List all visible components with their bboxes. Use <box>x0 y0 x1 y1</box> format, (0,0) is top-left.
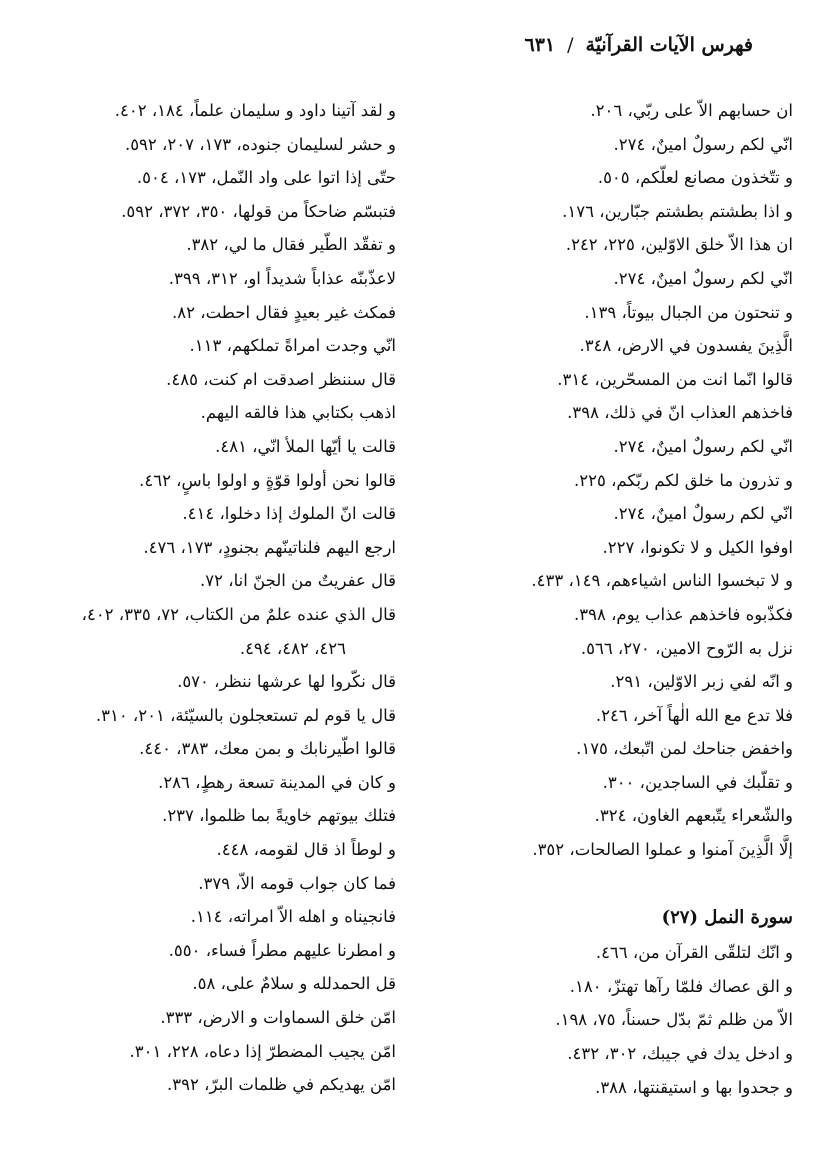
verse-entry: و جحدوا بها و استيقنتها، ٣٨٨. <box>595 1077 793 1097</box>
verse-entry: قالوا نحن أولوا قوّةٍ و اولوا باسٍ، ٤٦٢. <box>139 470 396 490</box>
verse-entry: انّي لكم رسولٌ امينٌ، ٢٧٤. <box>613 134 793 154</box>
verse-entry: و انّك لتلقّى القرآن من، ٤٦٦. <box>595 943 793 963</box>
verse-entry: و الق عصاك فلمّا رآها تهتزّ، ١٨٠. <box>569 976 793 996</box>
verse-entry: فانجيناه و اهله الاّ امراته، ١١٤. <box>190 907 396 927</box>
verse-entry: قالت يا أيّها الملأ انّي، ٤٨١. <box>215 436 396 456</box>
verse-entry: ان هذا الاّ خلق الاوّلين، ٢٢٥، ٢٤٢. <box>565 235 793 255</box>
verse-entry: امّن خلق السماوات و الارض، ٣٣٣. <box>160 1008 396 1028</box>
verse-entry: انّي وجدت امراةً تملكهم، ١١٣. <box>189 336 396 356</box>
verse-entry: و انّه لفي زبر الاوّلين، ٢٩١. <box>610 672 793 692</box>
verse-entry: انّي لكم رسولٌ امينٌ، ٢٧٤. <box>613 504 793 524</box>
verse-entry: و لقد آتينا داود و سليمان علماً، ١٨٤، ٤٠٢. <box>114 101 396 120</box>
verse-entry: و ادخل يدك في جيبك، ٣٠٢، ٤٣٢. <box>567 1044 793 1064</box>
verse-entry: و لا تبخسوا الناس اشياءهم، ١٤٩، ٤٣٣. <box>531 571 793 591</box>
surah-heading: سورة النمل (٢٧) <box>661 907 793 929</box>
verse-entry: امّن يجيب المضطرّ إذا دعاه، ٢٢٨، ٣٠١. <box>129 1041 396 1061</box>
verse-entry: و تتّخذون مصانع لعلّكم، ٥٠٥. <box>597 168 793 188</box>
verse-entry: فما كان جواب قومه الاّ، ٣٧٩. <box>198 873 396 893</box>
verse-entry: فمكث غير بعيدٍ فقال احطت، ٨٢. <box>172 302 396 322</box>
verse-entry: قال عفريتٌ من الجنّ انا، ٧٢. <box>200 571 396 591</box>
verse-entry: قال الذي عنده علمٌ من الكتاب، ٧٢، ٣٣٥، ٤٠٢، <box>81 604 396 624</box>
verse-entry-continuation: ٤٢٦، ٤٨٢، ٤٩٤. <box>239 638 346 658</box>
verse-entry: فتلك بيوتهم خاويةً بما ظلموا، ٢٣٧. <box>162 806 396 826</box>
verse-entry: والشّعراء يتّبعهم الغاون، ٣٢٤. <box>594 806 793 826</box>
right-column <box>463 94 793 1104</box>
verse-entry: نزل به الرّوح الامين، ٢٧٠، ٥٦٦. <box>580 638 793 658</box>
verse-entry: فلا تدع مع الله الٰهاً آخر، ٢٤٦. <box>595 705 793 725</box>
page-number: ٦٣١ <box>524 34 556 56</box>
verse-entry: الاّ من ظلم ثمّ بدّل حسناً، ٧٥، ١٩٨. <box>555 1010 793 1030</box>
verse-entry: و اذا بطشتم بطشتم جبّارين، ١٧٦. <box>562 201 793 221</box>
verse-entry: ارجع اليهم فلناتينّهم بجنودٍ، ١٧٣، ٤٧٦. <box>143 537 396 557</box>
verse-entry: و كان في المدينة تسعة رهطٍ، ٢٨٦. <box>158 772 396 792</box>
verse-entry: و حشر لسليمان جنوده، ١٧٣، ٢٠٧، ٥٩٢. <box>124 134 396 154</box>
verse-entry: و لوطاً اذ قال لقومه، ٤٤٨. <box>216 840 396 860</box>
verse-entry: قال يا قوم لم تستعجلون بالسيّئة، ٢٠١، ٣١٠. <box>95 705 396 725</box>
verse-entry: فاخذهم العذاب انّ في ذلك، ٣٩٨. <box>567 403 793 423</box>
verse-entry: حتّى إذا اتوا على واد النّمل، ١٧٣، ٥٠٤. <box>136 168 396 188</box>
verse-entry: و تنحتون من الجبال بيوتاً، ١٣٩. <box>584 302 793 322</box>
header-separator: / <box>567 34 574 56</box>
verse-entry: انّي لكم رسولٌ امينٌ، ٢٧٤. <box>613 268 793 288</box>
verse-entry: و تقلّبك في الساجدين، ٣٠٠. <box>602 772 793 792</box>
verse-entry: قالوا انّما انت من المسحّرين، ٣١٤. <box>557 369 793 389</box>
verse-entry: فكذّبوه فاخذهم عذاب يوم، ٣٩٨. <box>574 604 793 624</box>
verse-entry: قل الحمدلله و سلامٌ على، ٥٨. <box>192 974 396 994</box>
verse-entry: واخفض جناحك لمن اتّبعك، ١٧٥. <box>576 739 793 759</box>
verse-entry: قال سننظر اصدقت ام كنت، ٤٨٥. <box>166 369 396 389</box>
verse-entry: و امطرنا عليهم مطراً فساء، ٥٥٠. <box>168 940 396 960</box>
verse-entry: قالت انّ الملوك إذا دخلوا، ٤١٤. <box>182 504 396 524</box>
verse-entry: إلَّا الَّذِينَ آمنوا و عملوا الصالحات، ٣٥٢. <box>532 840 793 860</box>
verse-entry: ان حسابهم الاّ على ربّي، ٢٠٦. <box>590 101 793 120</box>
verse-entry: لاعذّبنّه عذاباً شديداً او، ٣١٢، ٣٩٩. <box>168 268 396 288</box>
verse-entry: فتبسّم ضاحكاً من قولها، ٣٥٠، ٣٧٢، ٥٩٢. <box>121 201 396 221</box>
page-title: فهرس الآيات القرآنيّة <box>585 34 753 56</box>
verse-entry: و تفقّد الطّير فقال ما لي، ٣٨٢. <box>186 235 396 255</box>
verse-entry: انّي لكم رسولٌ امينٌ، ٢٧٤. <box>613 436 793 456</box>
verse-entry: قال نكّروا لها عرشها ننظر، ٥٧٠. <box>177 672 396 692</box>
section-spacer <box>463 867 793 901</box>
verse-entry: اذهب بكتابي هذا فالقه اليهم. <box>200 403 396 423</box>
verse-entry: قالوا اطّيرنابك و بمن معك، ٣٨٣، ٤٤٠. <box>139 739 396 759</box>
left-column <box>14 94 396 1102</box>
page-header <box>524 34 753 56</box>
verse-entry: و تذرون ما خلق لكم ربّكم، ٢٢٥. <box>574 470 793 490</box>
verse-entry: الَّذِينَ يفسدون في الارض، ٣٤٨. <box>579 336 793 356</box>
verse-entry: امّن يهديكم في ظلمات البرّ، ٣٩٢. <box>167 1075 396 1095</box>
verse-entry: اوفوا الكيل و لا تكونوا، ٢٢٧. <box>602 537 793 557</box>
